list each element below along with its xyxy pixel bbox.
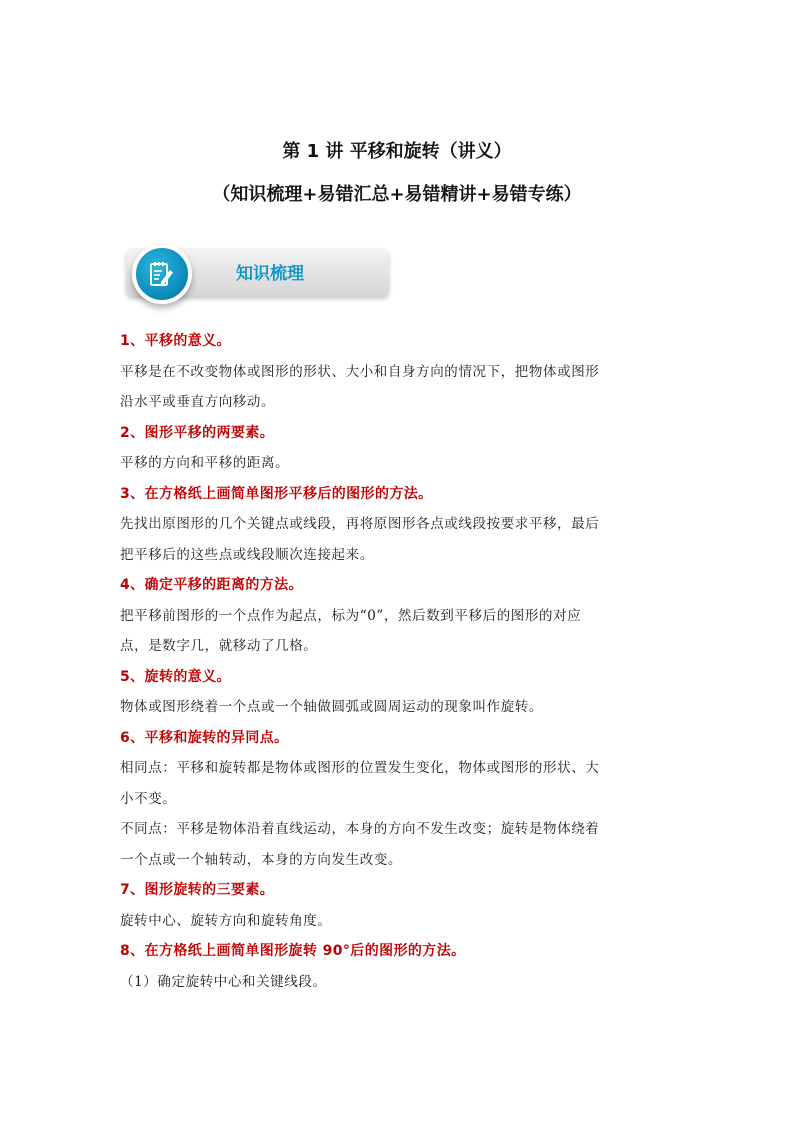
section-heading: 2、图形平移的两要素。 <box>120 424 275 441</box>
banner-label: 知识梳理 <box>236 264 304 284</box>
section-text: 先找出原图形的几个关键点或线段，再将原图形各点或线段按要求平移，最后 <box>120 516 600 532</box>
section-text: 物体或图形绕着一个点或一个轴做圆弧或圆周运动的现象叫作旋转。 <box>120 699 543 715</box>
section-text: 不同点：平移是物体沿着直线运动，本身的方向不发生改变；旋转是物体绕着 <box>120 821 600 837</box>
notepad-pen-icon <box>132 244 192 304</box>
section-text: 一个点或一个轴转动，本身的方向发生改变。 <box>120 851 402 868</box>
section-text: 沿水平或垂直方向移动。 <box>120 394 276 410</box>
section-text: 把平移前图形的一个点作为起点，标为“0”，然后数到平移后的图形的对应 <box>120 607 582 624</box>
section-text: 相同点：平移和旋转都是物体或图形的位置发生变化，物体或图形的形状、大 <box>120 760 600 776</box>
section-heading: 3、在方格纸上画简单图形平移后的图形的方法。 <box>120 485 433 502</box>
section-text: （1）确定旋转中心和关键线段。 <box>120 973 327 990</box>
section-text: 把平移后的这些点或线段顺次连接起来。 <box>120 546 374 563</box>
knowledge-content <box>120 326 665 997</box>
section-heading: 4、确定平移的距离的方法。 <box>120 577 303 593</box>
section-text: 平移是在不改变物体或图形的形状、大小和自身方向的情况下，把物体或图形 <box>120 363 600 380</box>
section-text: 平移的方向和平移的距离。 <box>120 455 290 471</box>
section-heading: 7、图形旋转的三要素。 <box>120 882 275 898</box>
section-text: 旋转中心、旋转方向和旋转角度。 <box>120 912 332 929</box>
section-text: 点，是数字几，就移动了几格。 <box>120 638 318 654</box>
section-heading: 6、平移和旋转的异同点。 <box>120 729 289 746</box>
section-heading: 5、旋转的意义。 <box>120 668 231 685</box>
section-text: 小不变。 <box>120 790 177 807</box>
section-heading: 8、在方格纸上画简单图形旋转 90°后的图形的方法。 <box>120 943 466 959</box>
lecture-subtitle: （知识梳理+易错汇总+易错精讲+易错专练） <box>212 184 582 205</box>
lecture-title: 第 1 讲 平移和旋转（讲义） <box>282 141 512 162</box>
section-heading: 1、平移的意义。 <box>120 333 231 349</box>
